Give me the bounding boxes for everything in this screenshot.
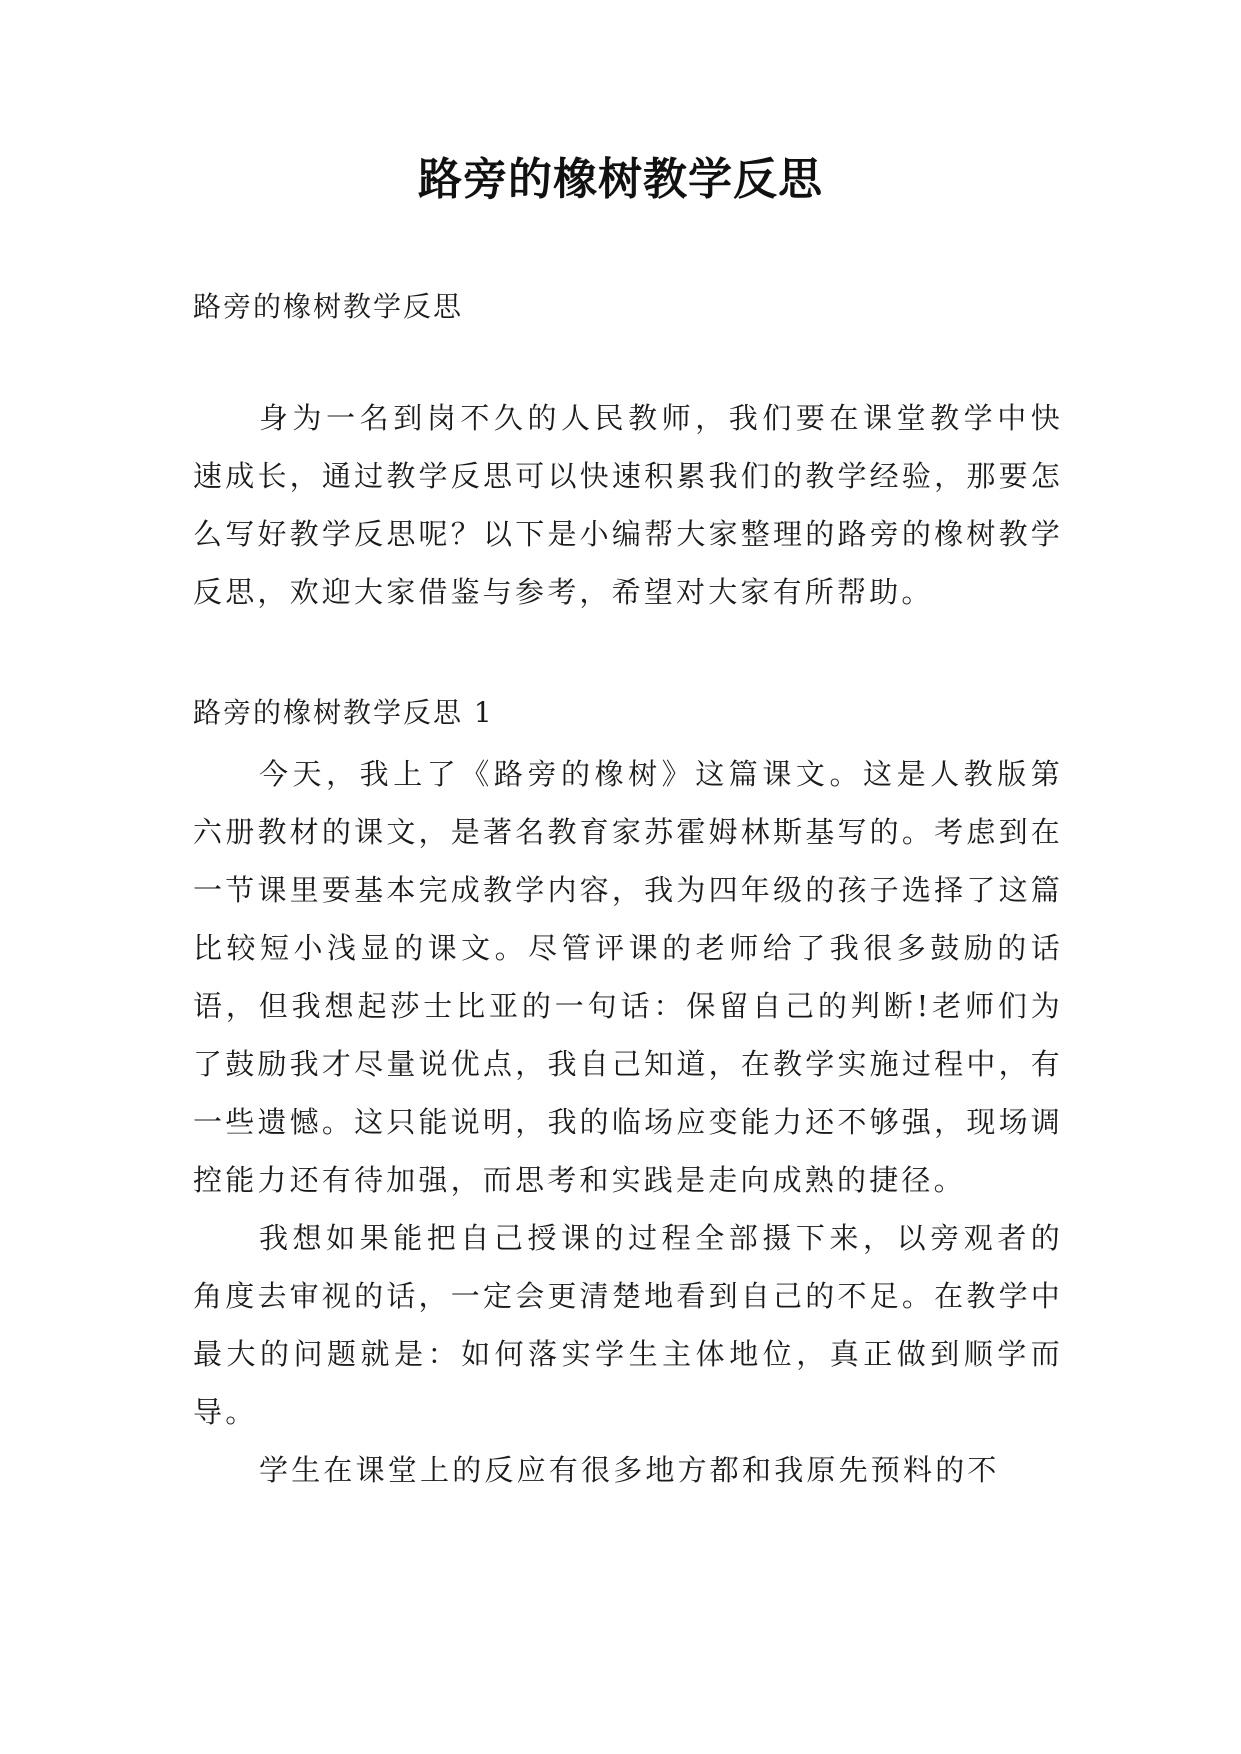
body-paragraph-2: 我想如果能把自己授课的过程全部摄下来，以旁观者的角度去审视的话，一定会更清楚地看到自己的不足。在教学中最大的问题就是：如何落实学生主体地位，真正做到顺学而导。	[193, 1221, 1063, 1429]
document-subtitle: 路旁的橡树教学反思	[193, 290, 464, 323]
body-paragraph-1: 今天，我上了《路旁的橡树》这篇课文。这是人教版第六册教材的课文，是著名教育家苏霍姆林斯基写的。考虑到在一节课里要基本完成教学内容，我为四年级的孩子选择了这篇比较短小浅显的课文。尽管评课的老师给了我很多鼓励的话语，但我想起莎士比亚的一句话：保留自己的判断!老师们为了鼓励我才尽量说优点，我自己知道，在教学实施过程中，有一些遗憾。这只能说明，我的临场应变能力还不够强，现场调控能力还有待加强，而思考和实践是走向成熟的捷径。	[193, 757, 1063, 1197]
document-title: 路旁的橡树教学反思	[418, 154, 823, 205]
body-paragraph-3: 学生在课堂上的反应有很多地方都和我原先预料的不	[259, 1453, 1000, 1487]
intro-paragraph: 身为一名到岗不久的人民教师，我们要在课堂教学中快速成长，通过教学反思可以快速积累我们的教学经验，那要怎么写好教学反思呢？以下是小编帮大家整理的路旁的橡树教学反思，欢迎大家借鉴与参考，希望对大家有所帮助。	[193, 401, 1063, 609]
document-body	[193, 287, 1063, 1499]
section-heading: 路旁的橡树教学反思 1	[193, 696, 494, 729]
